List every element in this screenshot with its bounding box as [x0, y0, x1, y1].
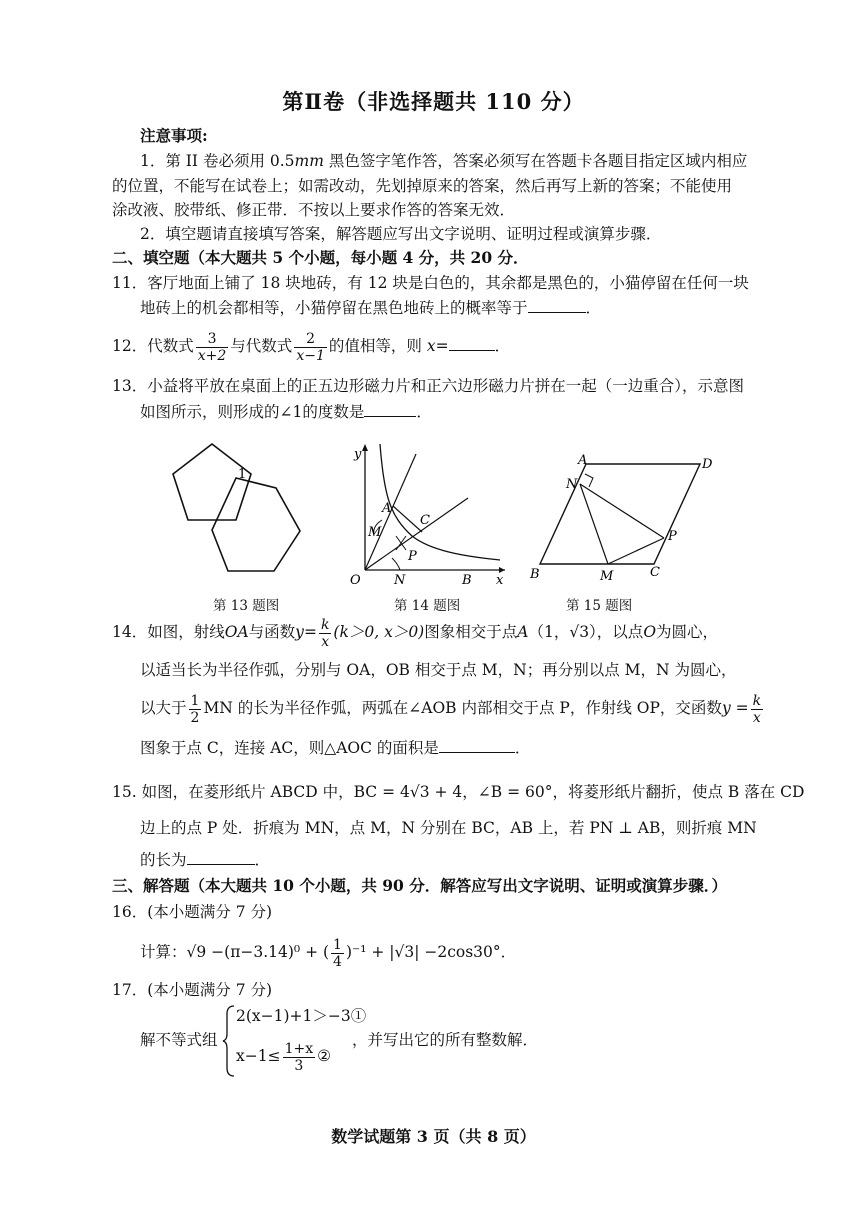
- q15-line2: 边上的点 P 处．折痕为 MN，点 M，N 分别在 BC，AB 上，若 PN ⊥ AB，则折痕 MN: [140, 819, 757, 837]
- right-angle-mark: [585, 474, 593, 487]
- angle-1-label: 1: [238, 467, 247, 482]
- q17-label: 解不等式组: [140, 1031, 218, 1049]
- q15-line3: 的长为 ．: [140, 851, 271, 869]
- q13-cont: 如图所示，则形成的∠1的度数是 ．: [140, 403, 432, 421]
- label-C: C: [420, 513, 430, 528]
- answer-blank: [364, 402, 416, 417]
- page-title: 第Ⅱ卷（非选择题共 110 分）: [282, 89, 585, 114]
- figure-14-caption: 第 14 题图: [394, 598, 461, 614]
- rhombus: [540, 464, 700, 564]
- q15: 15. 如图，在菱形纸片 ABCD 中，BC = 4√3 + 4，∠B = 60°，将菱形纸片翻折，使点 B 落在 CD: [112, 783, 805, 801]
- inequality-2: x−1≤ $\frac{1+x}{3}$ ②: [236, 1040, 332, 1074]
- q12: 12．代数式 $\frac{3}{x+2}$ 与代数式 $\frac{2}{x-1}$ 的值相等，则 x= ．: [112, 330, 511, 364]
- figure-15: [528, 450, 728, 586]
- q17: 17．(本小题满分 7 分): [112, 981, 273, 999]
- figure-14: [320, 436, 510, 588]
- label-P: P: [408, 549, 417, 564]
- answer-blank: [439, 738, 515, 753]
- figure-13: [150, 436, 310, 586]
- fraction: $\frac{1+x}{3}$: [284, 1040, 314, 1074]
- hexagon: [212, 478, 300, 571]
- label-B: B: [530, 567, 540, 582]
- fraction: $\frac{1}{4}$: [333, 936, 342, 970]
- q14: 14．如图，射线OA与函数y= $\frac{k}{x}$ (k＞0, x＞0)图象相交于点A（1，√3），以点O为圆心，: [112, 616, 719, 650]
- label-C: C: [650, 565, 660, 580]
- q16: 16．(本小题满分 7 分): [112, 903, 273, 921]
- label-x: x: [496, 573, 504, 588]
- label-M: M: [368, 525, 382, 540]
- fraction: $\frac{2}{x-1}$: [296, 330, 325, 364]
- brace: [222, 1004, 236, 1078]
- section-fill-blank: 二、填空题（本大题共 5 个小题，每小题 4 分，共 20 分．: [112, 248, 529, 267]
- label-P: P: [668, 529, 677, 544]
- section-solutions: 三、解答题（本大题共 10 个小题，共 90 分．解答应写出文字说明、证明或演算步骤．）: [112, 876, 727, 895]
- q16-expression: 计算：√9 −(π−3.14)⁰ + ( $\frac{1}{4}$ )⁻¹ + |√3| −2cos30°．: [140, 936, 517, 970]
- q11: 11．客厅地面上铺了 18 块地砖，有 12 块是白色的，其余都是黑色的，小猫停留在任何一块: [112, 274, 749, 292]
- fraction: $\frac{3}{x+2}$: [197, 330, 227, 364]
- q13: 13．小益将平放在桌面上的正五边形磁力片和正六边形磁力片拼在一起（一边重合），示意图: [112, 377, 744, 395]
- pentagon: [173, 444, 251, 520]
- q14-line4: 图象于点 C，连接 AC，则△AOC 的面积是 ．: [140, 739, 531, 757]
- page-footer: 数学试题第 3 页（共 8 页）: [331, 1127, 536, 1146]
- hyperbola: [380, 444, 500, 560]
- label-y: y: [354, 447, 362, 462]
- figure-15-caption: 第 15 题图: [566, 598, 633, 614]
- q14-line3: 以大于 $\frac{1}{2}$ MN 的长为半径作弧，两弧在∠AOB 内部相交于点 P，作射线 OP，交函数y = $\frac{k}{x}$: [140, 692, 762, 726]
- q14-line2: 以适当长为半径作弧，分别与 OA，OB 相交于点 M，N；再分别以点 M，N 为圆心，: [140, 661, 737, 679]
- inequality-1: 2(x−1)+1＞−3①: [236, 1007, 367, 1025]
- segment-NP: [580, 484, 664, 538]
- fraction: $\frac{k}{x}$: [320, 616, 330, 650]
- notice-1-cont: 的位置，不能写在试卷上；如需改动，先划掉原来的答案，然后再写上新的答案；不能使用: [112, 177, 733, 195]
- notice-1: 1．第 II 卷必须用 0.5mm 黑色签字笔作答，答案必须写在答题卡各题目指定区域内相应: [140, 152, 748, 170]
- notice-1-cont2: 涂改液、胶带纸、修正带．不按以上要求作答的答案无效．: [112, 201, 516, 219]
- label-N: N: [394, 573, 406, 588]
- label-D: D: [702, 457, 713, 472]
- fraction: $\frac{k}{x}$: [752, 692, 762, 726]
- y-arrow: [362, 444, 368, 451]
- segment-NM: [580, 484, 608, 564]
- q17-instruction: ，并写出它的所有整数解．: [352, 1031, 539, 1049]
- notice-heading: 注意事项:: [140, 126, 208, 145]
- label-N: N: [566, 477, 578, 492]
- answer-blank: [187, 850, 255, 865]
- fraction: $\frac{1}{2}$: [190, 692, 200, 726]
- label-A: A: [382, 501, 392, 516]
- answer-blank: [528, 298, 586, 313]
- label-M: M: [600, 569, 614, 584]
- arc-N: [392, 558, 400, 570]
- label-A: A: [578, 453, 588, 468]
- notice-2: 2．填空题请直接填写答案，解答题应写出文字说明、证明过程或演算步骤．: [140, 225, 662, 243]
- label-B: B: [462, 573, 472, 588]
- answer-blank: [449, 336, 495, 351]
- label-O: O: [350, 573, 361, 588]
- figure-13-caption: 第 13 题图: [213, 598, 280, 614]
- q11-cont: 地砖上的机会都相等，小猫停留在黑色地砖上的概率等于 ．: [140, 299, 602, 317]
